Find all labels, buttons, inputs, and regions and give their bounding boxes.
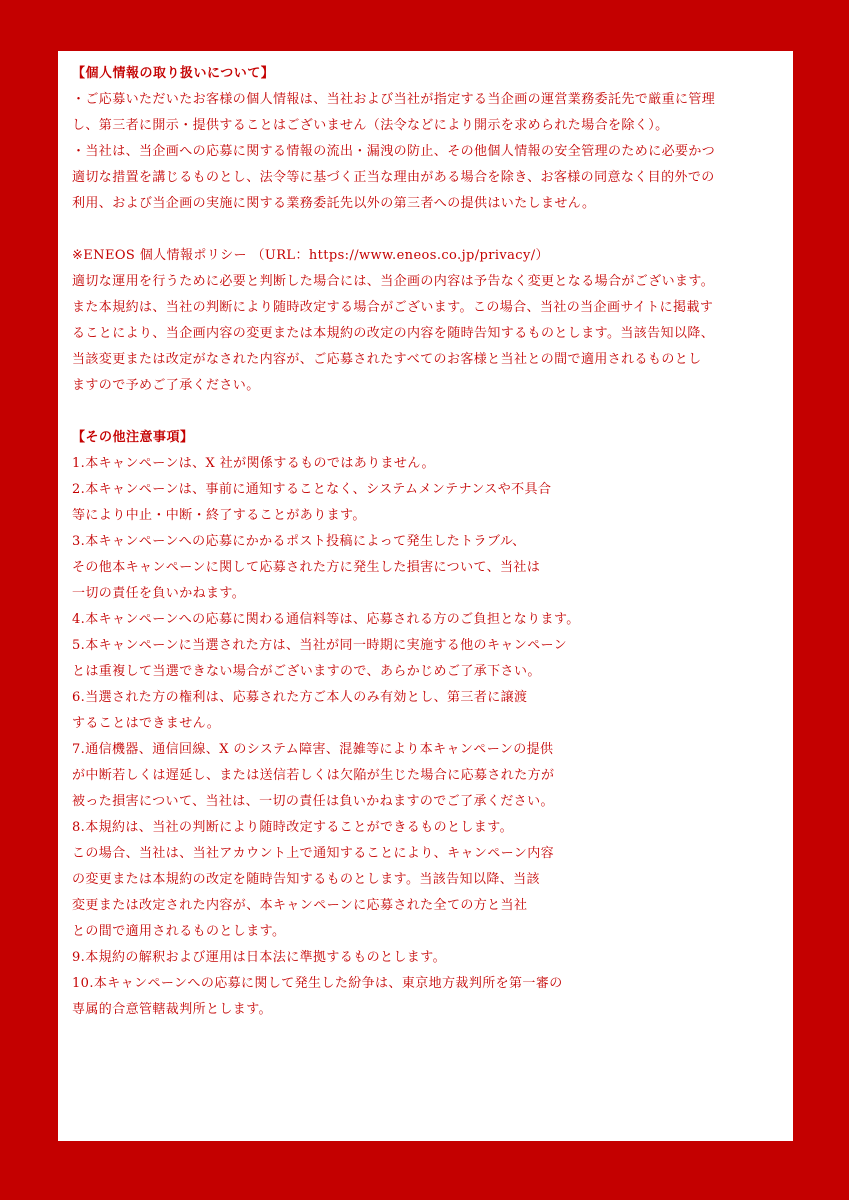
note-line: 9.本規約の解釈および運用は日本法に準拠するものとします。 (72, 950, 446, 965)
note-line: 2.本キャンペーンは、事前に通知することなく、システムメンテナンスや不具合 (72, 482, 552, 497)
note-line: 一切の責任を負いかねます。 (72, 586, 246, 601)
notes-section (72, 425, 783, 1023)
policy-line: また本規約は、当社の判断により随時改定する場合がございます。この場合、当社の当企画サイトに掲載す (72, 300, 714, 315)
policy-section (72, 243, 783, 399)
note-line: 専属的合意管轄裁判所とします。 (72, 1002, 272, 1017)
document-page (58, 51, 793, 1141)
note-line: とは重複して当選できない場合がございますので、あらかじめご了承下さい。 (72, 664, 541, 679)
note-line: 4.本キャンペーンへの応募に関わる通信料等は、応募される方のご負担となります。 (72, 612, 580, 627)
note-line: との間で適用されるものとします。 (72, 924, 286, 939)
privacy-line: 適切な措置を講じるものとし、法令等に基づく正当な理由がある場合を除き、お客様の同意なく目的外での (72, 170, 715, 185)
privacy-line: ・当社は、当企画への応募に関する情報の流出・漏洩の防止、その他個人情報の安全管理のために必要かつ (72, 144, 716, 159)
note-line: 6.当選された方の権利は、応募された方ご本人のみ有効とし、第三者に譲渡 (72, 690, 528, 705)
spacer (72, 217, 783, 243)
note-line: が中断若しくは遅延し、または送信若しくは欠陥が生じた場合に応募された方が (72, 768, 555, 783)
privacy-line: ・ご応募いただいたお客様の個人情報は、当社および当社が指定する当企画の運営業務委託先で厳重に管理 (72, 92, 716, 107)
note-line: 5.本キャンペーンに当選された方は、当社が同一時期に実施する他のキャンペーン (72, 638, 568, 653)
policy-line: 当該変更または改定がなされた内容が、ご応募されたすべてのお客様と当社との間で適用されるものとし (72, 352, 702, 367)
note-line: この場合、当社は、当社アカウント上で通知することにより、キャンペーン内容 (72, 846, 555, 861)
note-line: の変更または本規約の改定を随時告知するものとします。当該告知以降、当該 (72, 872, 540, 887)
privacy-line: し、第三者に開示・提供することはございません（法令などにより開示を求められた場合を除く）。 (72, 118, 669, 133)
privacy-heading: 【個人情報の取り扱いについて】 (72, 66, 275, 81)
notes-heading: 【その他注意事項】 (72, 430, 194, 445)
note-line: 等により中止・中断・終了することがあります。 (72, 508, 366, 523)
policy-line: ることにより、当企画内容の変更または本規約の改定の内容を随時告知するものとします。当該告知以降、 (72, 326, 715, 341)
policy-line: ますので予めご了承ください。 (72, 378, 260, 393)
privacy-line: 利用、および当企画の実施に関する業務委託先以外の第三者への提供はいたしません。 (72, 196, 596, 211)
note-line: 1.本キャンペーンは、X 社が関係するものではありません。 (72, 456, 435, 471)
note-line: 7.通信機器、通信回線、X のシステム障害、混雑等により本キャンペーンの提供 (72, 742, 554, 757)
privacy-section (72, 61, 783, 217)
note-line: その他本キャンペーンに関して応募された方に発生した損害について、当社は (72, 560, 541, 575)
note-line: することはできません。 (72, 716, 221, 731)
spacer (72, 399, 783, 425)
note-line: 被った損害について、当社は、一切の責任は負いかねますのでご了承ください。 (72, 794, 554, 809)
note-line: 3.本キャンペーンへの応募にかかるポスト投稿によって発生したトラブル、 (72, 534, 526, 549)
policy-line: 適切な運用を行うために必要と判断した場合には、当企画の内容は予告なく変更となる場合がございます。 (72, 274, 715, 289)
note-line: 変更または改定された内容が、本キャンペーンに応募された全ての方と当社 (72, 898, 528, 913)
note-line: 10.本キャンペーンへの応募に関して発生した紛争は、東京地方裁判所を第一審の (72, 976, 563, 991)
note-line: 8.本規約は、当社の判断により随時改定することができるものとします。 (72, 820, 513, 835)
privacy-policy-reference: ※ENEOS 個人情報ポリシー （URL：https://www.eneos.co.jp/privacy/） (72, 248, 549, 263)
